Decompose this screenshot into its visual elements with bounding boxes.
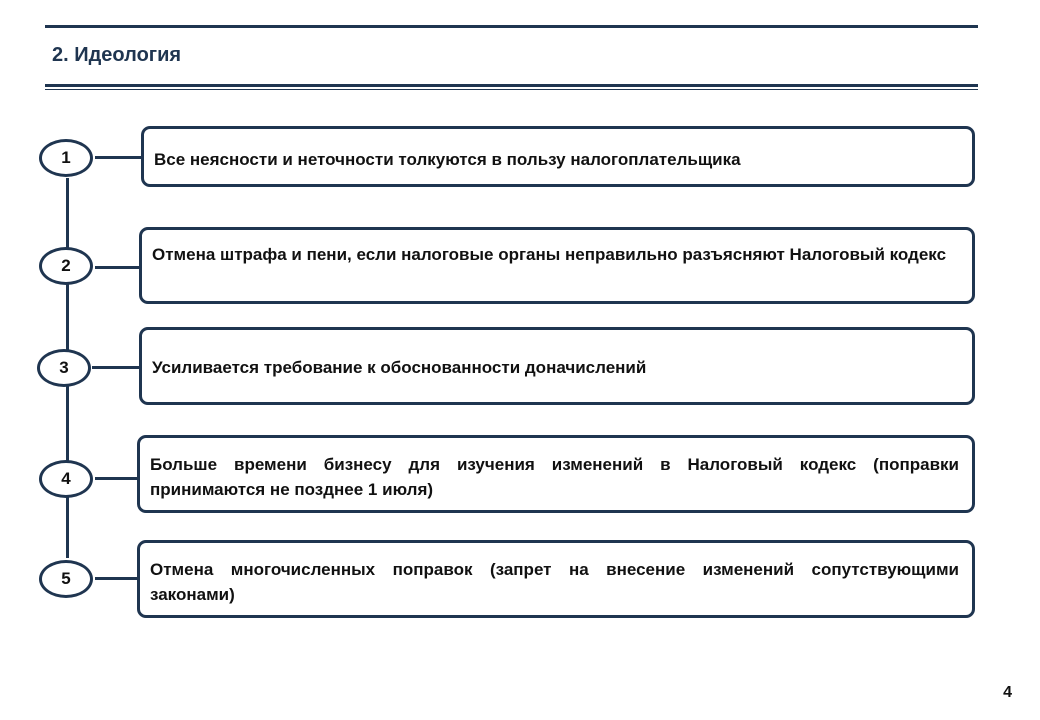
page-number: 4 — [1003, 684, 1012, 701]
connector-2 — [95, 266, 141, 269]
slide-title: 2. Идеология — [52, 44, 182, 66]
header-bottom-thin-rule — [45, 89, 978, 90]
item-text-4: Больше времени бизнесу для изучения изменений в Налоговый кодекс (поправки принимаются не позднее 1 июля) — [150, 455, 959, 499]
item-number-3: 3 — [37, 349, 91, 387]
item-box-1 — [141, 126, 975, 187]
header-bottom-rule — [45, 84, 978, 87]
connector-4 — [95, 477, 139, 480]
item-box-4 — [137, 435, 975, 513]
item-text-2: Отмена штрафа и пени, если налоговые органы неправильно разъясняют Налоговый кодекс — [152, 245, 947, 264]
item-text-3: Усиливается требование к обоснованности доначислений — [152, 358, 647, 377]
item-box-3 — [139, 327, 975, 405]
header-top-rule — [45, 25, 978, 28]
connector-3 — [92, 366, 140, 369]
item-text-5: Отмена многочисленных поправок (запрет на внесение изменений сопутствующими законами) — [150, 560, 959, 604]
item-box-2 — [139, 227, 975, 304]
connector-5 — [95, 577, 139, 580]
item-text-1: Все неясности и неточности толкуются в пользу налогоплательщика — [154, 150, 741, 169]
item-number-2: 2 — [39, 247, 93, 285]
item-box-5 — [137, 540, 975, 618]
item-number-4: 4 — [39, 460, 93, 498]
item-number-1: 1 — [39, 139, 93, 177]
connector-1 — [95, 156, 142, 159]
item-number-5: 5 — [39, 560, 93, 598]
